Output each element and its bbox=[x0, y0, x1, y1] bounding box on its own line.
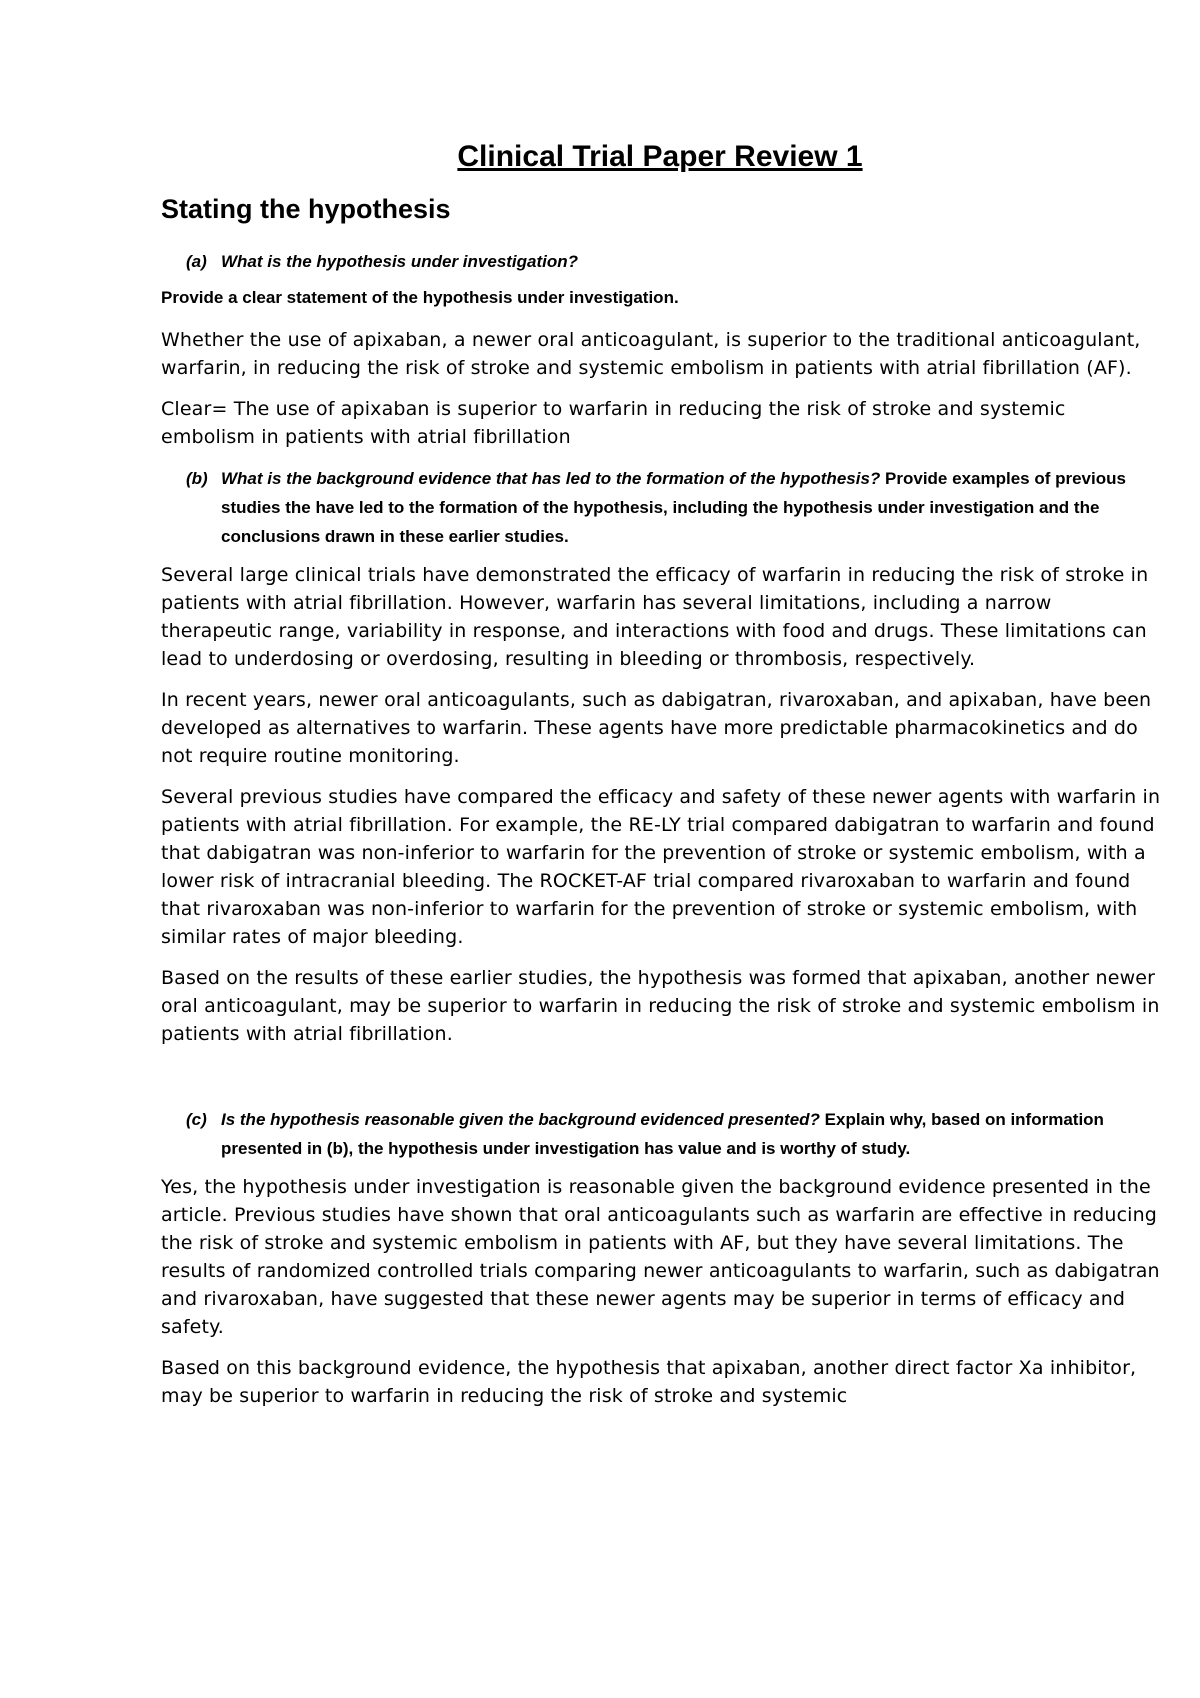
question-c bbox=[161, 1105, 1161, 1163]
question-b-text: What is the background evidence that has led to the formation of the hypothesis? bbox=[221, 469, 881, 488]
question-b-label: (b) bbox=[186, 469, 208, 488]
question-a-label: (a) bbox=[186, 252, 207, 271]
section-heading: Stating the hypothesis bbox=[161, 194, 451, 224]
answer-b-paragraph-3: Several previous studies have compared the efficacy and safety of these newer agents with warfarin in patients with atrial fibrillation. For example, the RE-LY trial compared dabigatran to warfarin and found that dabigatran was non-inferior to warfarin for the prevention of stroke or systemic embolism, with a lower risk of intracranial bleeding. The ROCKET-AF trial compared rivaroxaban to warfarin and found that rivaroxaban was non-inferior to warfarin for the prevention of stroke or systemic embolism, with similar rates of major bleeding. bbox=[161, 786, 1161, 948]
question-c-text: Is the hypothesis reasonable given the background evidenced presented? bbox=[221, 1110, 820, 1129]
answer-b-paragraph-1: Several large clinical trials have demonstrated the efficacy of warfarin in reducing the risk of stroke in patients with atrial fibrillation. However, warfarin has several limitations, including a narrow therapeutic range, variability in response, and interactions with food and drugs. These limitations can lead to underdosing or overdosing, resulting in bleeding or thrombosis, respectively. bbox=[161, 564, 1149, 670]
answer-c-paragraph-2: Based on this background evidence, the hypothesis that apixaban, another direct factor Xa inhibitor, may be superior to warfarin in reducing the risk of stroke and systemic bbox=[161, 1357, 1137, 1407]
question-c-instruction: Explain why, based on information presented in (b), the hypothesis under investigation has value and is worthy of study. bbox=[221, 1110, 1104, 1158]
question-b-instruction: Provide examples of previous studies the have led to the formation of the hypothesis, including the hypothesis under investigation and the conclusions drawn in these earlier studies. bbox=[221, 469, 1126, 546]
answer-a-paragraph-2: Clear= The use of apixaban is superior to warfarin in reducing the risk of stroke and systemic embolism in patients with atrial fibrillation bbox=[161, 398, 1066, 448]
answer-b-paragraph-4: Based on the results of these earlier studies, the hypothesis was formed that apixaban, another newer oral anticoagulant, may be superior to warfarin in reducing the risk of stroke and systemic embolism in patients with atrial fibrillation. bbox=[161, 967, 1160, 1045]
answer-c-paragraph-1: Yes, the hypothesis under investigation is reasonable given the background evidence presented in the article. Previous studies have shown that oral anticoagulants such as warfarin are effective in reducing the risk of stroke and systemic embolism in patients with AF, but they have several limitations. The results of randomized controlled trials comparing newer anticoagulants to warfarin, such as dabigatran and rivaroxaban, have suggested that these newer agents may be superior in terms of efficacy and safety. bbox=[161, 1176, 1160, 1338]
question-c-label: (c) bbox=[186, 1110, 207, 1129]
question-a-text: What is the hypothesis under investigation? bbox=[221, 252, 579, 271]
answer-b-paragraph-2: In recent years, newer oral anticoagulants, such as dabigatran, rivaroxaban, and apixaban, have been developed as alternatives to warfarin. These agents have more predictable pharmacokinetics and do not require routine monitoring. bbox=[161, 689, 1152, 767]
answer-a-paragraph-1: Whether the use of apixaban, a newer oral anticoagulant, is superior to the traditional anticoagulant, warfarin, in reducing the risk of stroke and systemic embolism in patients with atrial fibrillation (AF). bbox=[161, 329, 1141, 379]
question-a bbox=[161, 247, 1161, 276]
question-b bbox=[161, 464, 1161, 551]
document-title: Clinical Trial Paper Review 1 bbox=[457, 140, 863, 173]
document-body bbox=[161, 140, 1161, 1423]
section-spacer bbox=[161, 1061, 1161, 1105]
instruction-a: Provide a clear statement of the hypothesis under investigation. bbox=[161, 288, 679, 307]
